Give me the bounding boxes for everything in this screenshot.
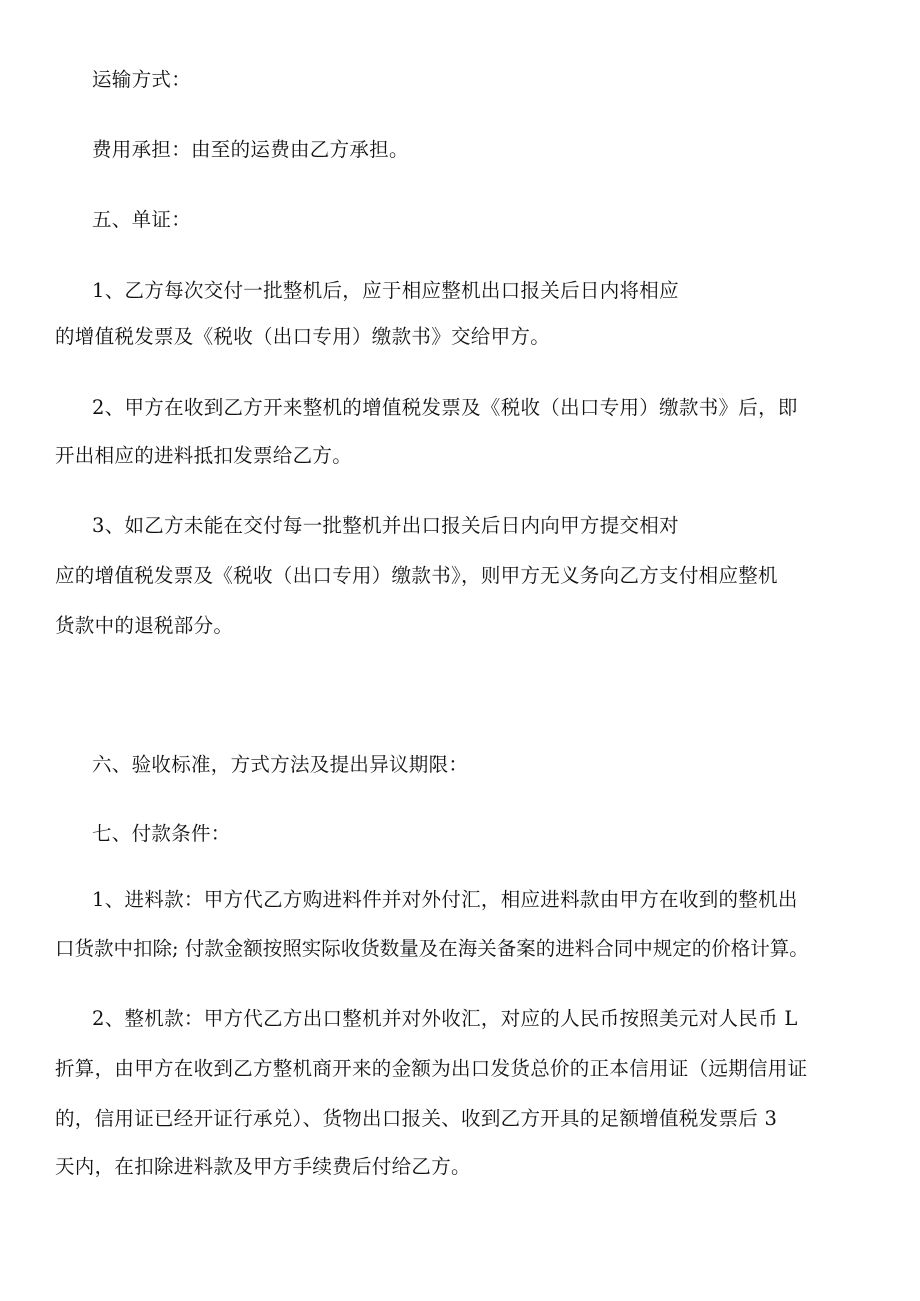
section-7-item-2-line-2: 折算，由甲方在收到乙方整机商开来的金额为出口发货总价的正本信用证（远期信用证 xyxy=(55,1057,808,1080)
cost-bearing-line: 费用承担：由至的运费由乙方承担。 xyxy=(92,138,409,161)
section-7-item-1-line-2: 口货款中扣除; 付款金额按照实际收货数量及在海关备案的进料合同中规定的价格计算。 xyxy=(55,937,809,960)
section-6-heading: 六、验收标准，方式方法及提出异议期限： xyxy=(92,753,469,776)
section-7-item-2-line-1: 2、整机款：甲方代乙方出口整机并对外收汇，对应的人民币按照美元对人民币 L xyxy=(92,1007,798,1030)
section-5-item-3-line-3: 货款中的退税部分。 xyxy=(55,614,234,637)
section-5-item-2-line-2: 开出相应的进料抵扣发票给乙方。 xyxy=(55,444,353,467)
section-5-heading: 五、单证： xyxy=(92,208,192,231)
section-7-item-2-line-4: 天内，在扣除进料款及甲方手续费后付给乙方。 xyxy=(55,1155,471,1178)
section-7-item-2-line-3: 的，信用证已经开证行承兑）、货物出口报关、收到乙方开具的足额增值税发票后 3 xyxy=(55,1107,778,1130)
section-5-item-2-line-1: 2、甲方在收到乙方开来整机的增值税发票及《税收（出口专用）缴款书》后，即 xyxy=(92,396,798,419)
transport-method-line: 运输方式： xyxy=(92,68,192,91)
section-5-item-3-line-1: 3、如乙方未能在交付每一批整机并出口报关后日内向甲方提交相对 xyxy=(92,514,679,537)
section-5-item-1-line-2: 的增值税发票及《税收（出口专用）缴款书》交给甲方。 xyxy=(55,325,551,348)
section-5-item-3-line-2: 应的增值税发票及《税收（出口专用）缴款书》，则甲方无义务向乙方支付相应整机 xyxy=(55,564,778,587)
section-7-item-1-line-1: 1、进料款：甲方代乙方购进料件并对外付汇，相应进料款由甲方在收到的整机出 xyxy=(92,888,798,911)
section-7-heading: 七、付款条件： xyxy=(92,822,231,845)
section-5-item-1-line-1: 1、乙方每次交付一批整机后，应于相应整机出口报关后日内将相应 xyxy=(92,279,679,302)
